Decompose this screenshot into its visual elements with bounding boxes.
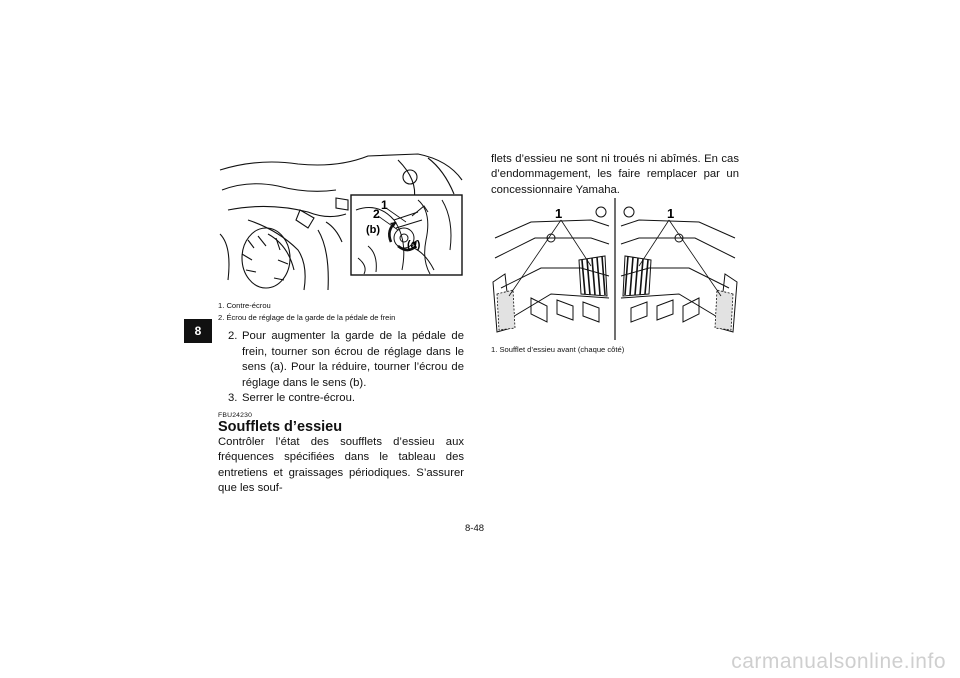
step-text: Pour augmenter la garde de la pédale de frein, tourner son écrou de réglage dans le sens (a). Pour la réduire, tourner l’écrou de réglage dans le sens (b). (242, 330, 464, 389)
section-body-col1: Contrôler l’état des soufflets d’essieu aux fréquences spécifiées dans le tableau des entretiens et graissages périodiques. S’assurer que les souf- (218, 436, 464, 495)
section-heading: Soufflets d’essieu (218, 419, 343, 435)
callout-left-1: 1 (555, 206, 563, 221)
axle-boot-illustration (491, 198, 739, 340)
brake-pedal-drawing (218, 150, 464, 296)
adjustment-steps (228, 329, 464, 407)
callout-2: 2 (373, 207, 380, 221)
figure1-caption-1: 1. Contre-écrou (218, 301, 271, 310)
figure1-caption-2: 2. Écrou de réglage de la garde de la pédale de frein (218, 313, 396, 322)
callout-b: (b) (366, 224, 381, 236)
callout-right-1: 1 (667, 206, 675, 221)
step-item (228, 329, 464, 391)
section-code: FBU24230 (218, 412, 253, 419)
figure2-caption: 1. Soufflet d’essieu avant (chaque côté) (491, 345, 625, 354)
callout-1: 1 (381, 198, 388, 212)
step-number: 2. (228, 330, 238, 342)
step-item (228, 391, 464, 407)
step-text: Serrer le contre-écrou. (242, 392, 356, 405)
section-body-col2: flets d’essieu ne sont ni troués ni abîmés. En cas d’endommagement, les faire remplacer par un concessionnaire Yamaha. (491, 153, 739, 196)
page-number: 8-48 (465, 523, 485, 534)
callout-a: (a) (407, 239, 421, 251)
axle-boot-drawing (491, 198, 739, 340)
watermark: carmanualsonline.info (731, 650, 946, 673)
step-number: 3. (228, 392, 238, 405)
chapter-tab: 8 (184, 319, 212, 343)
brake-pedal-illustration (218, 150, 464, 296)
